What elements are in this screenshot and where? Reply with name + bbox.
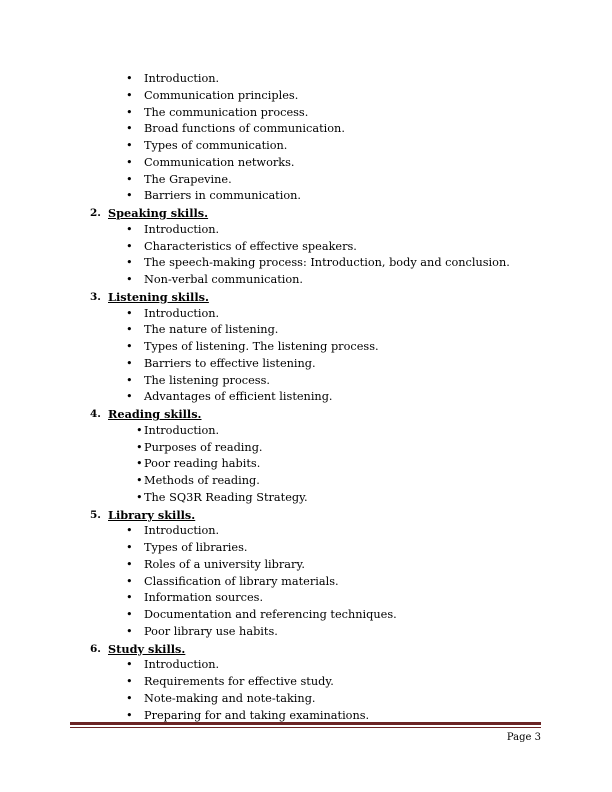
section-title: Library skills.: [108, 507, 196, 522]
section-title: Speaking skills.: [108, 206, 209, 220]
section-heading: [0, 289, 612, 306]
list-item-text: Types of listening. The listening process.: [144, 340, 379, 353]
bullet-icon: •: [126, 122, 133, 136]
list-item: [0, 473, 612, 490]
bullet-icon: •: [126, 356, 133, 370]
list-item-text: Advantages of efficient listening.: [144, 390, 333, 404]
list-item: [0, 490, 612, 507]
list-item-text: Roles of a university library.: [144, 557, 305, 571]
list-item-text: Introduction.: [144, 72, 220, 85]
section-title: Listening skills.: [108, 289, 209, 304]
bullet-icon: •: [126, 72, 133, 85]
bullet-icon: •: [126, 139, 133, 152]
list-item: [0, 423, 612, 440]
section-title: Study skills.: [108, 641, 186, 656]
list-item: [0, 239, 612, 256]
list-item: [0, 657, 612, 674]
bullet-icon: •: [136, 457, 143, 471]
list-item: [0, 88, 612, 105]
bullet-icon: •: [126, 88, 133, 102]
bullet-icon: •: [126, 256, 133, 270]
section-heading: [0, 641, 612, 658]
bullet-icon: •: [126, 574, 133, 588]
section-number: 6.: [90, 642, 101, 655]
bullet-icon: •: [126, 658, 133, 672]
list-item-text: Introduction.: [144, 524, 220, 538]
bullet-icon: •: [126, 624, 133, 638]
list-item-text: Note-making and note-taking.: [144, 691, 316, 705]
bullet-icon: •: [126, 591, 133, 605]
list-item-text: Characteristics of effective speakers.: [144, 239, 357, 253]
list-item-text: Introduction.: [144, 222, 220, 236]
list-item: [0, 306, 612, 323]
bullet-icon: •: [136, 440, 143, 454]
list-item-text: Types of communication.: [144, 139, 288, 152]
list-item-text: Purposes of reading.: [144, 440, 263, 454]
bullet-icon: •: [126, 691, 133, 705]
list-item-text: The SQ3R Reading Strategy.: [144, 490, 308, 504]
bullet-icon: •: [126, 340, 133, 353]
list-item: [0, 691, 612, 708]
list-item: [0, 322, 612, 339]
section-number: 3.: [90, 290, 101, 303]
list-item: [0, 540, 612, 557]
list-item-text: Types of libraries.: [144, 541, 248, 554]
bullet-icon: •: [136, 490, 143, 504]
list-item: [0, 71, 612, 88]
footer-rule: [70, 722, 541, 725]
footer-rule-thin: [70, 727, 541, 728]
bullet-icon: •: [126, 708, 133, 722]
list-item: [0, 105, 612, 122]
list-item-text: Barriers to effective listening.: [144, 356, 316, 370]
list-item: [0, 523, 612, 540]
bullet-icon: •: [126, 557, 133, 571]
bullet-icon: •: [136, 474, 143, 487]
bullet-icon: •: [126, 172, 133, 186]
list-item-text: Communication principles.: [144, 88, 299, 102]
list-item-text: Preparing for and taking examinations.: [144, 708, 370, 722]
list-item-text: Barriers in communication.: [144, 189, 302, 203]
list-item: [0, 188, 612, 205]
page-number: Page 3: [506, 732, 541, 743]
bullet-icon: •: [126, 675, 133, 688]
section-number: 2.: [90, 207, 101, 219]
list-item: [0, 339, 612, 356]
list-item-text: The listening process.: [144, 373, 270, 387]
list-item: [0, 138, 612, 155]
bullet-icon: •: [126, 222, 133, 236]
list-item: [0, 590, 612, 607]
list-item-text: Poor reading habits.: [144, 457, 261, 471]
list-item: [0, 557, 612, 574]
section-number: 4.: [90, 408, 101, 420]
section-heading: [0, 205, 612, 222]
bullet-icon: •: [126, 524, 133, 538]
list-item: [0, 172, 612, 189]
list-item: [0, 155, 612, 172]
document-body: [0, 71, 612, 724]
bullet-icon: •: [126, 105, 133, 119]
list-item-text: Communication networks.: [144, 155, 295, 169]
list-item: [0, 373, 612, 390]
section-heading: [0, 507, 612, 524]
list-item-text: Information sources.: [144, 591, 264, 605]
list-item-text: Introduction.: [144, 658, 220, 672]
bullet-icon: •: [126, 189, 133, 203]
list-item: [0, 574, 612, 591]
bullet-icon: •: [126, 323, 133, 337]
list-item: [0, 222, 612, 239]
bullet-icon: •: [126, 608, 133, 621]
list-item: [0, 121, 612, 138]
bullet-icon: •: [126, 306, 133, 320]
bullet-icon: •: [126, 390, 133, 404]
list-item-text: The Grapevine.: [144, 172, 232, 186]
list-item-text: The speech-making process: Introduction, body and conclusion.: [144, 256, 510, 270]
section-heading: [0, 406, 612, 423]
list-item-text: The communication process.: [144, 105, 309, 119]
list-item: [0, 456, 612, 473]
list-item-text: The nature of listening.: [144, 323, 279, 337]
bullet-icon: •: [126, 273, 133, 286]
list-item-text: Classification of library materials.: [144, 574, 339, 588]
list-item: [0, 440, 612, 457]
bullet-icon: •: [126, 155, 133, 169]
list-item: [0, 674, 612, 691]
list-item: [0, 607, 612, 624]
list-item-text: Documentation and referencing techniques.: [144, 608, 397, 621]
list-item: [0, 272, 612, 289]
list-item: [0, 624, 612, 641]
list-item-text: Introduction.: [144, 423, 220, 437]
list-item: [0, 255, 612, 272]
bullet-icon: •: [136, 423, 143, 437]
list-item-text: Non-verbal communication.: [144, 273, 304, 286]
list-item-text: Poor library use habits.: [144, 624, 278, 638]
list-item-text: Requirements for effective study.: [144, 675, 334, 688]
bullet-icon: •: [126, 541, 133, 554]
list-item: [0, 356, 612, 373]
list-item-text: Methods of reading.: [144, 474, 260, 487]
list-item: [0, 389, 612, 406]
section-title: Reading skills.: [108, 407, 202, 421]
section-number: 5.: [90, 508, 101, 521]
bullet-icon: •: [126, 239, 133, 253]
bullet-icon: •: [126, 373, 133, 387]
list-item-text: Introduction.: [144, 306, 220, 320]
list-item-text: Broad functions of communication.: [144, 122, 345, 136]
